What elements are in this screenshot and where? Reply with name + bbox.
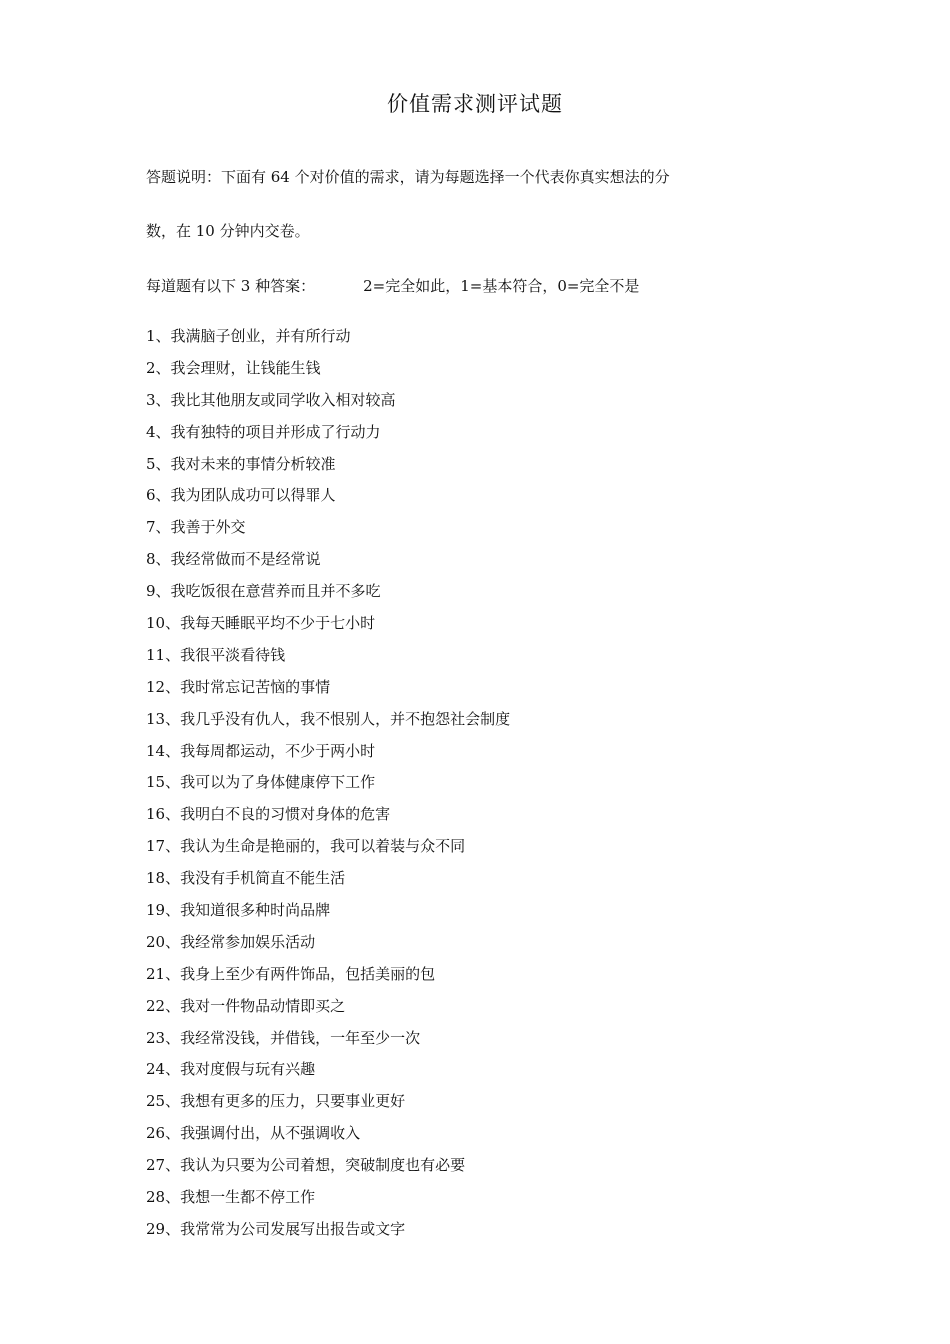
question-item: 22、我对一件物品动情即买之 bbox=[146, 996, 346, 1015]
question-item: 15、我可以为了身体健康停下工作 bbox=[146, 773, 376, 792]
question-item: 25、我想有更多的压力，只要事业更好 bbox=[146, 1092, 406, 1111]
question-item: 27、我认为只要为公司着想，突破制度也有必要 bbox=[146, 1156, 466, 1175]
question-item: 11、我很平淡看待钱 bbox=[146, 645, 286, 664]
instructions-line-2: 数，在 10 分钟内交卷。 bbox=[146, 222, 310, 240]
question-item: 29、我常常为公司发展写出报告或文字 bbox=[146, 1219, 406, 1238]
question-item: 12、我时常忘记苦恼的事情 bbox=[146, 677, 331, 696]
question-item: 17、我认为生命是艳丽的，我可以着装与众不同 bbox=[146, 837, 466, 856]
question-item: 16、我明白不良的习惯对身体的危害 bbox=[146, 805, 391, 824]
question-item: 8、我经常做而不是经常说 bbox=[146, 550, 321, 569]
answer-intro: 每道题有以下 3 种答案： bbox=[146, 277, 316, 295]
question-item: 5、我对未来的事情分析较准 bbox=[146, 454, 336, 473]
question-item: 1、我满脑子创业，并有所行动 bbox=[146, 327, 351, 345]
question-item: 7、我善于外交 bbox=[146, 518, 246, 537]
instructions-line-1: 答题说明：下面有 64 个对价值的需求，请为每题选择一个代表你真实想法的分 bbox=[146, 168, 670, 186]
question-item: 10、我每天睡眠平均不少于七小时 bbox=[146, 614, 376, 633]
question-item: 13、我几乎没有仇人，我不恨别人，并不抱怨社会制度 bbox=[146, 709, 511, 728]
question-item: 24、我对度假与玩有兴趣 bbox=[146, 1060, 316, 1079]
answer-key-line bbox=[146, 275, 639, 297]
question-item: 3、我比其他朋友或同学收入相对较高 bbox=[146, 390, 396, 409]
question-item: 6、我为团队成功可以得罪人 bbox=[146, 486, 336, 505]
question-item: 26、我强调付出，从不强调收入 bbox=[146, 1124, 361, 1143]
question-item: 19、我知道很多种时尚品牌 bbox=[146, 901, 331, 920]
answer-options: 2=完全如此，1=基本符合，0=完全不是 bbox=[363, 277, 640, 295]
question-item: 20、我经常参加娱乐活动 bbox=[146, 932, 316, 951]
question-item: 28、我想一生都不停工作 bbox=[146, 1188, 316, 1207]
question-item: 2、我会理财，让钱能生钱 bbox=[146, 358, 321, 377]
question-item: 4、我有独特的项目并形成了行动力 bbox=[146, 422, 381, 441]
document-title: 价值需求测评试题 bbox=[387, 92, 563, 116]
question-item: 21、我身上至少有两件饰品，包括美丽的包 bbox=[146, 964, 436, 983]
question-item: 23、我经常没钱，并借钱，一年至少一次 bbox=[146, 1028, 421, 1047]
question-item: 14、我每周都运动，不少于两小时 bbox=[146, 741, 376, 760]
question-item: 18、我没有手机简直不能生活 bbox=[146, 869, 346, 888]
question-list bbox=[146, 325, 510, 1250]
question-item: 9、我吃饭很在意营养而且并不多吃 bbox=[146, 582, 381, 601]
